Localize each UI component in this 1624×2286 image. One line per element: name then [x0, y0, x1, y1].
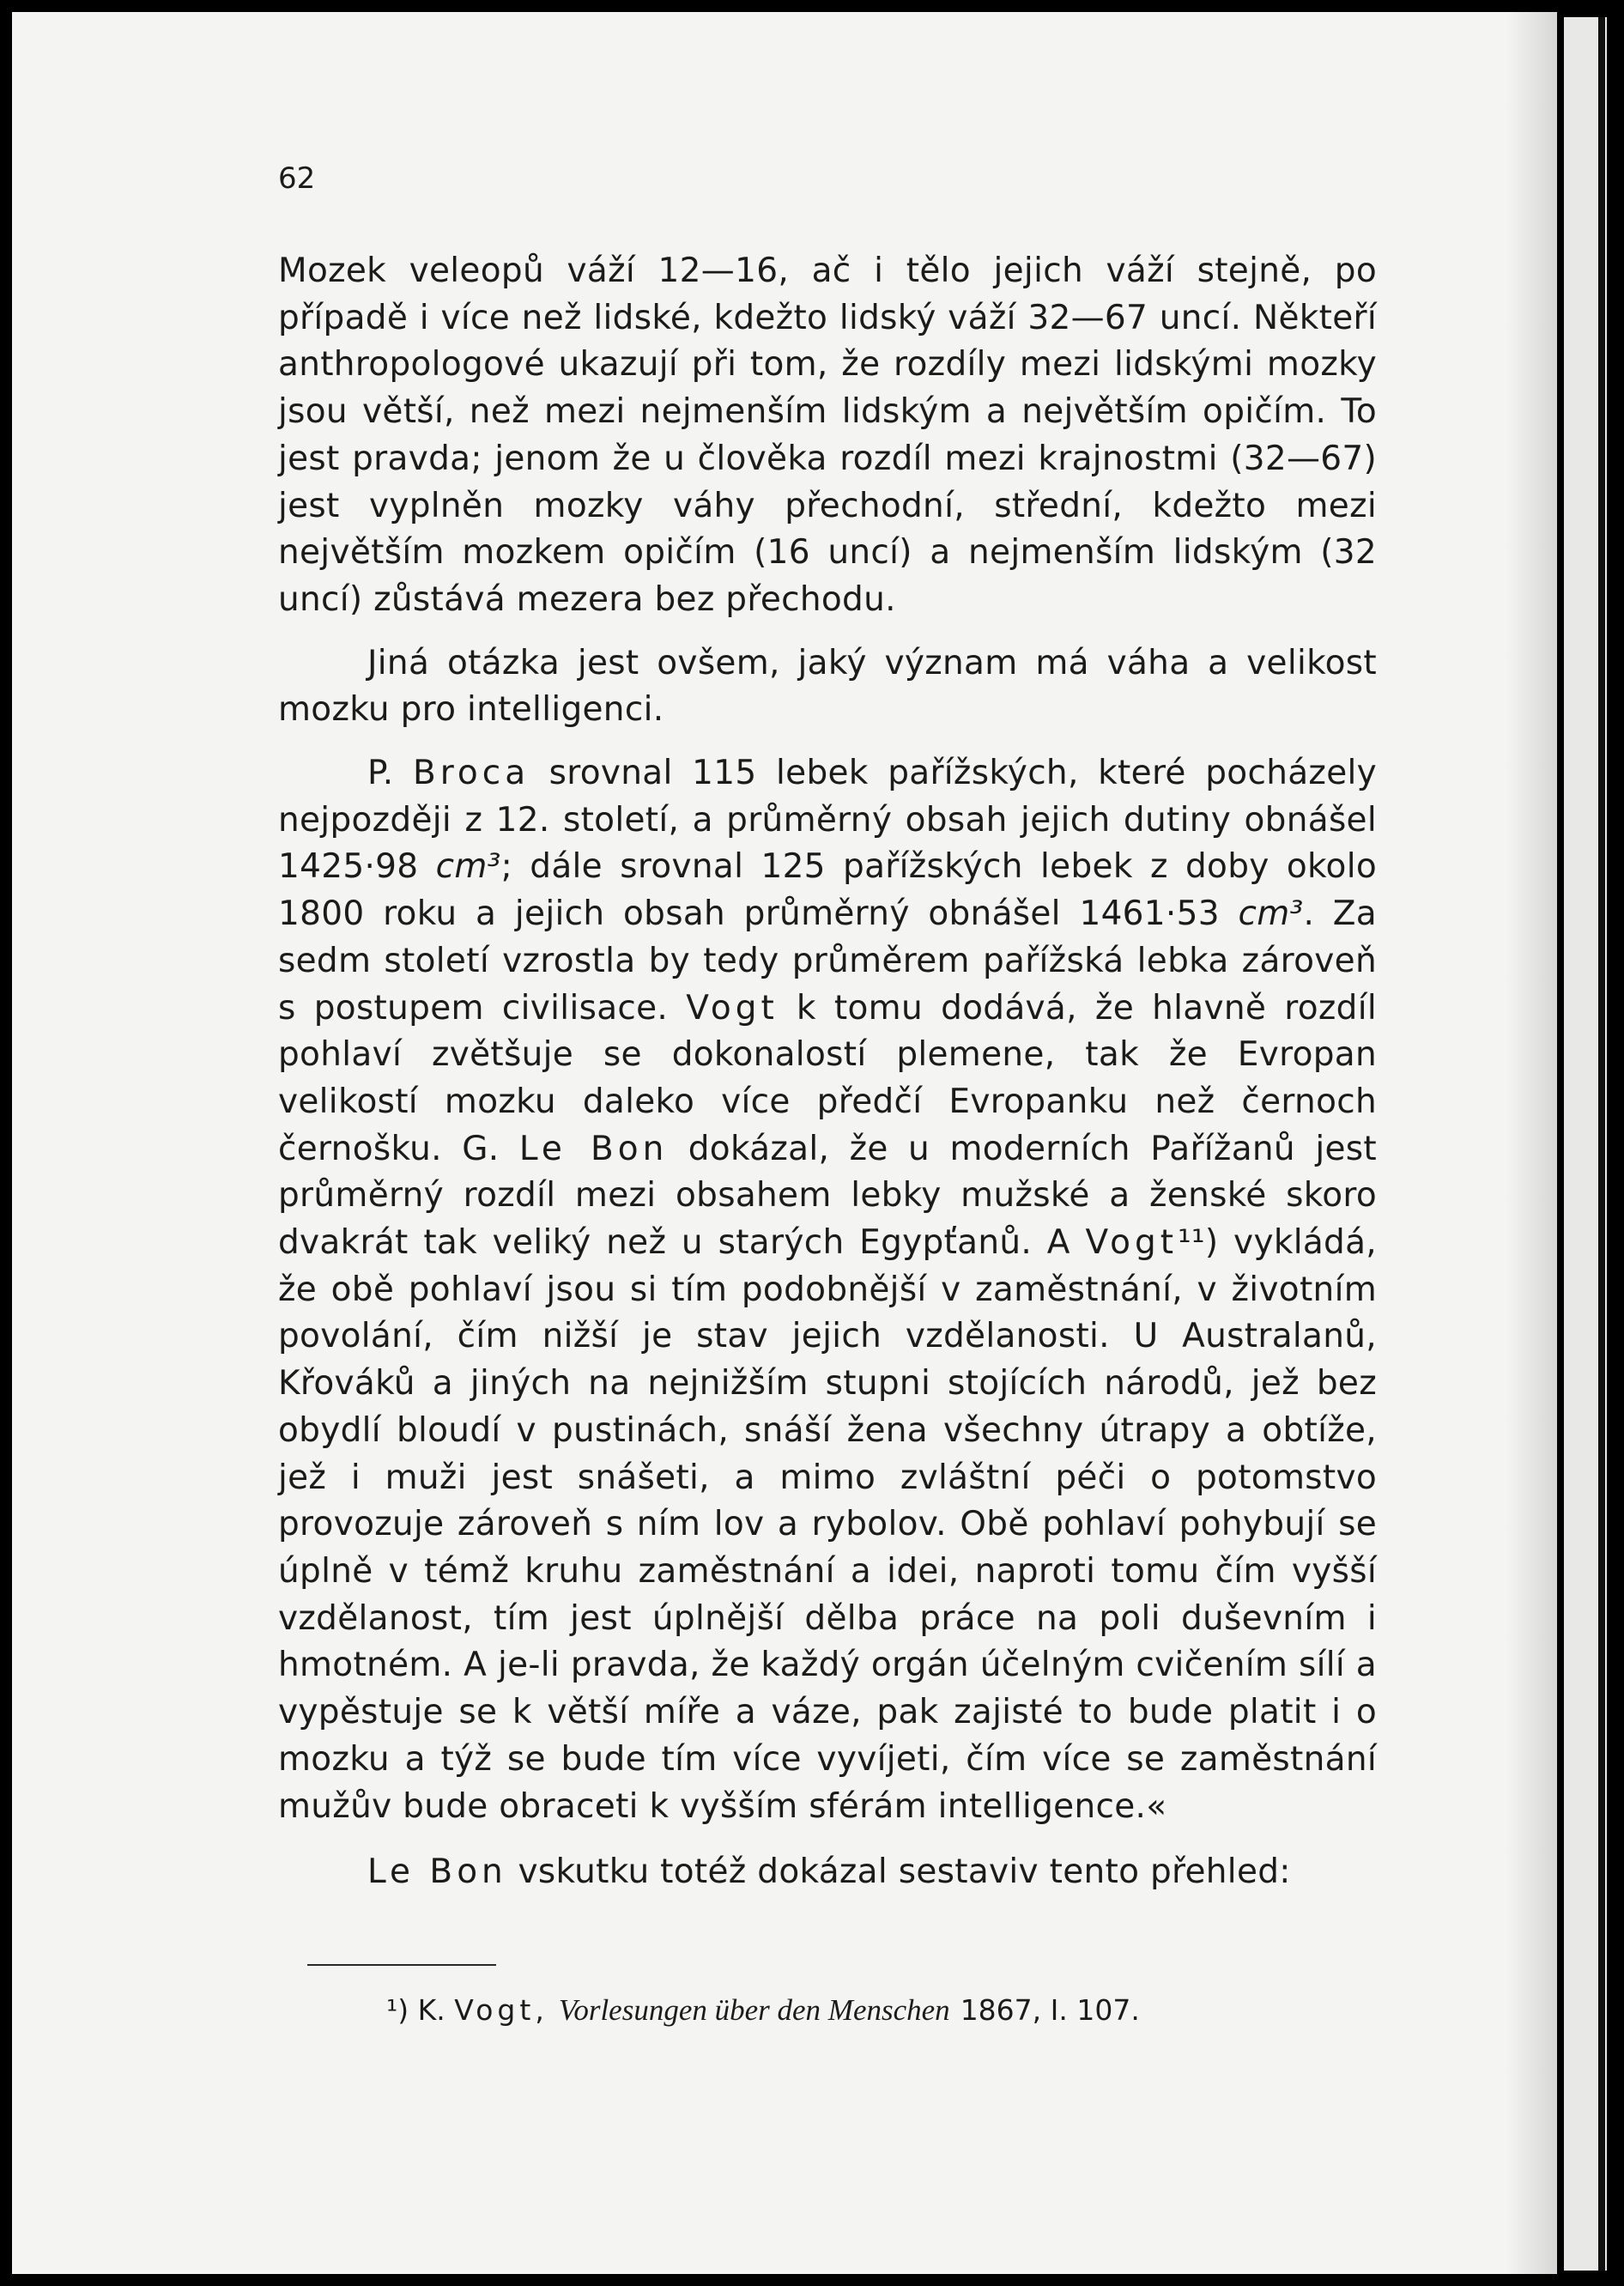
footnote-ref: ¹¹: [1178, 1223, 1205, 1263]
footnote-author: Vogt,: [454, 1993, 548, 2027]
p3-text-2: srovnal 115 lebek pařížských, které pocházely nejpozději z 12. století, a průměrný obsah jejich dutiny obnášel 1425·98: [278, 754, 1377, 887]
name-le-bon: Le Bon: [518, 1129, 669, 1168]
book-page: [12, 12, 1557, 2274]
binding-edge: [1598, 17, 1605, 2271]
name-broca: Broca: [412, 754, 530, 793]
page-number: 62: [278, 161, 316, 196]
p3-text-5: k tomu dodává, že hlavně rozdíl pohlaví zvětšuje se dokonalostí plemene, tak že Evropan velikostí mozku daleko více předčí Evropanku než černoch černošku. G.: [278, 988, 1377, 1168]
p3-text-7: ) vykládá, že obě pohlaví jsou si tím podobnější v zaměstnání, v životním povolání, čím nižší je stav jejich vzdělanosti. U Australanů, Křováků a jiných na nejnižším stupni stojících národů, jež bez obydlí bloudí v pustinách, snáší žena všechny útrapy a obtíže, jež i muži jest snášeti, a mimo zvláštní péči o potomstvo provozuje zároveň s ním lov a rybolov. Obě pohlaví pohybují se úplně v témž kruhu zaměstnání a idei, naproti tomu čím vyšší vzdělanost, tím jest úplnější dělba práce na poli duševním i hmotném. A je-li pravda, že každý orgán účelným cvičením sílí a vypěstuje se k větší míře a váze, pak zajisté to bude platit i o mozku a týž se bude tím více vyvíjeti, čím více se zaměstnání mužův bude obraceti k vyšším sférám intelligence.«: [278, 1223, 1377, 1826]
name-vogt-1: Vogt: [686, 988, 779, 1028]
footnote: [386, 1993, 1140, 2028]
paragraph-3: [278, 750, 1377, 1830]
body-text: [278, 248, 1377, 1896]
paragraph-1: Mozek veleopů váží 12—16, ač i tělo jejich váží stejně, po případě i více než lidské, kdežto lidský váží 32—67 uncí. Někteří anthropologové ukazují při tom, že rozdíly mezi lidskými mozky jsou větší, než mezi nejmenším lidským a největším opičím. To jest pravda; jenom že u člověka rozdíl mezi krajnostmi (32—67) jest vyplněn mozky váhy přechodní, střední, kdežto mezi největším mozkem opičím (16 uncí) a nejmenším lidským (32 uncí) zůstává mezera bez přechodu.: [278, 252, 1377, 619]
p4-text: vskutku totéž dokázal sestaviv tento přehled:: [506, 1852, 1291, 1892]
footnote-author-prefix: K.: [417, 1993, 455, 2027]
footnote-rule: [307, 1964, 496, 1966]
footnote-title: Vorlesungen über den Menschen: [558, 1993, 950, 2027]
paragraph-4: [278, 1849, 1377, 1896]
unit-cm3-2: cm³: [1238, 894, 1304, 934]
footnote-details: 1867, I. 107.: [960, 1993, 1140, 2027]
p3-text-1: P.: [367, 754, 413, 793]
footnote-marker: ¹): [386, 1993, 409, 2027]
unit-cm3-1: cm³: [435, 847, 501, 887]
name-vogt-2: Vogt: [1085, 1223, 1178, 1263]
p3-text-6: dokázal, že u moderních Pařížanů jest průměrný rozdíl mezi obsahem lebky mužské a ženské skoro dvakrát tak veliký než u starých Egypťanů. A: [278, 1129, 1377, 1263]
p3-text-4: . Za sedm století vzrostla by tedy průměrem pařížská lebka zároveň s postupem civilisace.: [278, 894, 1377, 1028]
paragraph-2: Jiná otázka jest ovšem, jaký význam má váha a velikost mozku pro intelligenci.: [278, 643, 1377, 730]
page-shadow: [1506, 12, 1557, 2274]
p3-text-3: ; dále srovnal 125 pařížských lebek z doby okolo 1800 roku a jejich obsah průměrný obnášel 1461·53: [278, 847, 1377, 934]
name-le-bon-2: Le Bon: [367, 1852, 507, 1892]
